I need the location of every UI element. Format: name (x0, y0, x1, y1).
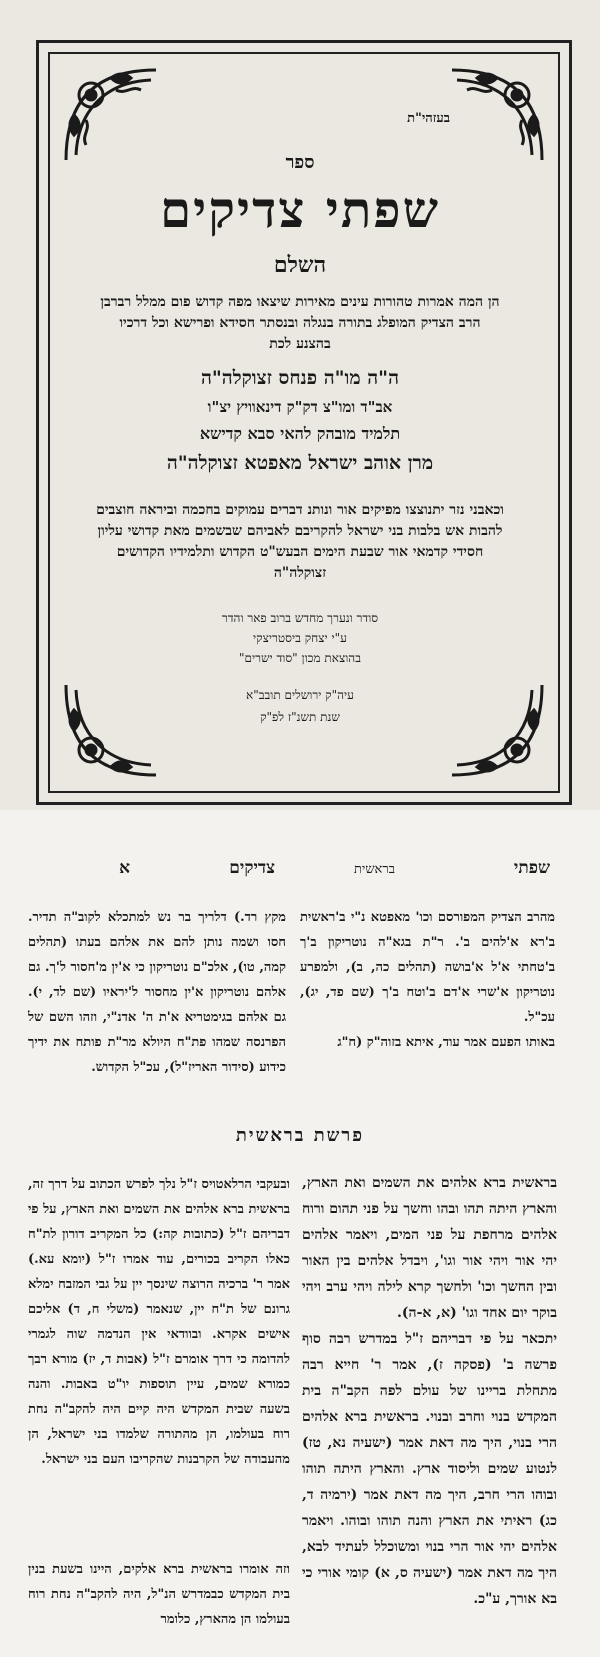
intro-paragraph: באותו הפעם אמר עוד, איתא בזוה"ק (ח"ג (337, 1035, 555, 1050)
intro-right-column (300, 905, 555, 1055)
year-line: שנת תשנ"ז לפ"ק (260, 710, 340, 724)
description-paragraph: הן המה אמרות טהורות עינים מאירות שיצאו מפה קדוש פום ממלל רברבן הרב הצדיק המופלג בתורה בנגלה ובנסתר חסידא ופרישא וכל דרכיו בהצנע לכת (100, 294, 500, 352)
corner-ornament-icon (56, 675, 166, 785)
editor-credits (160, 608, 440, 668)
master-name: מרן אוהב ישראל מאפטא זצוקלה"ה (166, 452, 434, 474)
book-subtitle: השלם (273, 252, 327, 278)
praise-paragraph: וכאבני נזר יתנוצצו מפיקים אור ונותנ דברים עמוקים בחכמה וביראה חוצבים להבות אש בלבות בני ישראל להקריבם לאביהם שבשמים מאת קדושי עליון חסידי קדמאי אור שבעת הימים הבעש"ט הקדוש ותלמידיו הקדושים זצוקלה"ה (96, 502, 504, 581)
intro-left-column: מקץ רד.) דלריך בר נש למתכלא לקוב"ה תדיר. חסו ושמה נותן להם את אלהם בעתו (תהלים קמה, טו), אלכ"ם נוטריקון כי א'ין מ'חסור ל'ך. גם אלהם נוטריקון א'ין מחסור ל'יראיו (שם לד, י). גם אלהם בגימטריא א'ת ה' אדנ"י, וזהו השם של הפרנסה שמהו פת"ח היולא מר"ת פותח את ידיך כידוע (סידור האריז"ל), עכ"ל הקדוש. (28, 910, 286, 1075)
book-title: שפתי צדיקים (159, 180, 441, 239)
verse-text: בראשית ברא אלהים את השמים ואת הארץ, והארץ היתה תהו ובהו וחשך על פני תהום ורוח אלהים מרחפת על פני המים, ויאמר אלהים יהי אור ויהי אור וגו', ויבדל אלהים בין האור ובין החשך וכו' ולחשך קרא לילה ויהי ערב ויהי בוקר יום אחד וגו' (א, א-ה). (302, 1175, 557, 1321)
editor-line: סודר ונערך מחדש ברוב פאר והדר (221, 611, 379, 625)
left-column: ובעקבי הרלאטויס ז"ל נלך לפרש הכתוב על דרך זה, בראשית ברא אלהים את השמים ואת הארץ, על פי דבריהם ז"ל (כתובות קה:) כל המקריב דורון לת"ח כאלו הקריב בכורים, עוד אמרו ז"ל (יומא עא.) אמר ר' ברכיה הרוצה שינסך יין על גבי המזבח ימלא גרונם של ת"ח יין, שנאמר (משלי ח, ד) אליכם אישים אקרא. ובוודאי אין הנדמה שוה לגמרי להדומה כי דרך אומרם ז"ל (אבות ד, יז) מורא רבך כמורא שמים, עיין תוספות יו"ט באבות. והנה בשעה שבית המקדש היה קיים היה להקב"ה נחת רוח בעולמו, הן מהתורה שלמדו בני ישראל, הן מהעבודה של הקרבנות שהקריבו העם בני ישראל. (28, 1177, 290, 1467)
running-head-tzadikim: צדיקים (229, 858, 275, 878)
intro-paragraph: מהרב הצדיק המפורסם וכו' מאפטא נ"י ב'ראשית ב'רא א'להים ב'. ר"ת בגא"ה נוטריקון ב'ך ב'טחתי א'ל א'בושה (תהלים כה, ב), ולמפרע נוטריקון א'שרי א'דם ב'וטח ב'ך (שם פד, יג), עכ"ל. (300, 910, 555, 1025)
author-title: אב"ד ומו"צ דק"ק דינאוויץ יצ"ו (207, 398, 393, 416)
commentary-paragraph: יתכאר על פי דבריהם ז"ל במדרש רבה סוף פרשה ב' (פסקה ז), אמר ר' חייא רבה מתחלת בריינו של עולם לפה הקב"ה בית המקדש בנוי וחרב ובנוי. בראשית ברא אלהים הרי בנוי, היך מה דאת אמר (ישעיה נא, טז) לנטוע שמים וליסוד ארץ. והארץ היתה תוהו ובוהו הרי חרב, היך מה דאת אמר (ירמיה ד, כג) ראיתי את הארץ והנה תוהו ובוהו. ויאמר אלהים יהי אור הרי בנוי ומשוכלל לעתיד לבא, היך מה דאת אמר (ישעיה ס, א) קומי אורי כי בא אורך, ע"כ. (302, 1331, 557, 1607)
corner-ornament-icon (442, 675, 552, 785)
author-lineage: תלמיד מובהק להאי סבא קדישא (199, 424, 401, 443)
editor-line: בהוצאת מכון "סוד ישרים" (239, 651, 361, 665)
running-head-parasha: בראשית (354, 862, 395, 877)
running-head (60, 858, 560, 888)
bezrat-hashem-heading: בעזהי"ת (407, 111, 450, 126)
left-column-continued: וזה אומרו בראשית ברא אלקים, היינו בשעת בנין בית המקדש כבמדרש הנ"ל, היה להקב"ה נחת רוח בעולמו הן מהארץ, כלומר (28, 1562, 290, 1627)
author-name: ה"ה מו"ה פנחס זצוקלה"ה (200, 367, 400, 389)
parasha-heading: פרשת בראשית (235, 1125, 365, 1146)
publication-place (160, 684, 440, 728)
running-head-shifte: שפתי (513, 858, 550, 878)
place-line: עיה"ק ירושלים תובב"א (246, 688, 354, 702)
right-column (302, 1170, 557, 1612)
sefer-label: ספר (285, 152, 315, 173)
page-number: א (119, 858, 130, 878)
editor-line: ע"י יצחק ביסטריצקי (253, 631, 347, 645)
